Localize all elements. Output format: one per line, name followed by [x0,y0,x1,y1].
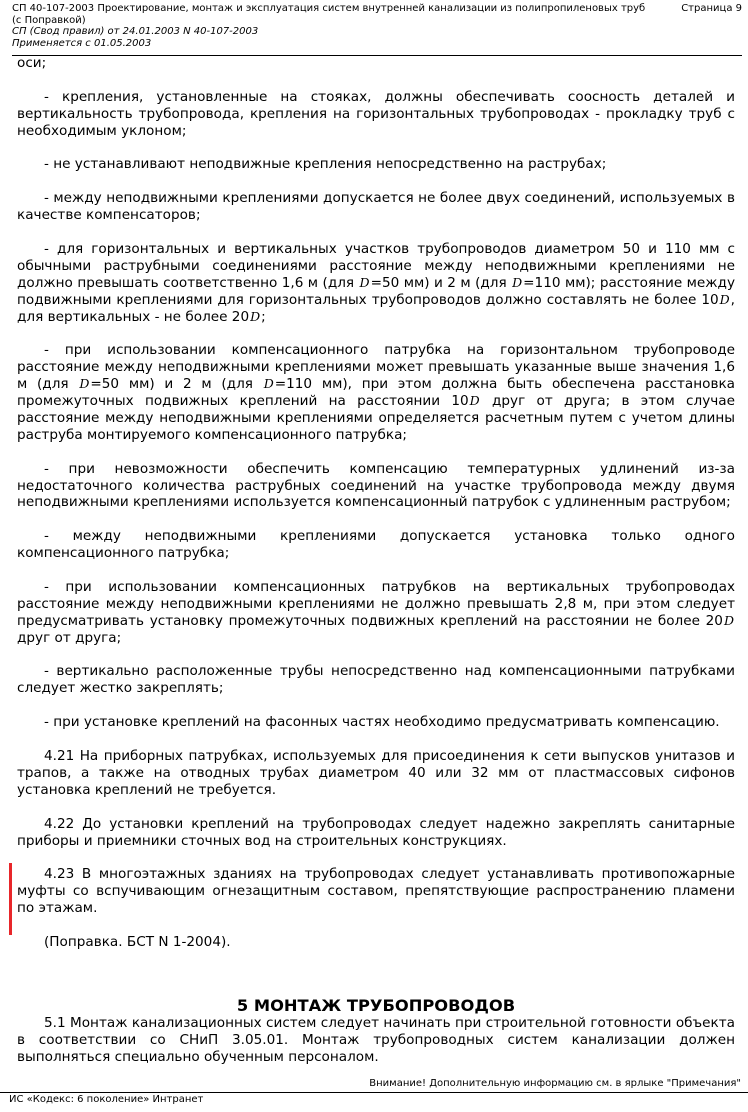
diameter-symbol: D [512,274,523,290]
section-heading: 5 МОНТАЖ ТРУБОПРОВОДОВ [236,996,516,1015]
text-fragment: ; [261,308,266,325]
text-fragment: друг от друга; [17,629,122,646]
document-valid-from: Применяется с 01.05.2003 [12,38,152,49]
document-title: СП 40-107-2003 Проектирование, монтаж и эксплуатация систем внутренней канализации из полипропиленовых труб (с Поправкой) [12,3,646,26]
diameter-symbol: D [469,393,480,409]
amendment-note: (Поправка. БСТ N 1-2004). [44,933,231,950]
paragraph: - между неподвижными креплениями допускается не более двух соединений, используемых в качестве компенсаторов; [17,190,735,224]
page-number: Страница 9 [681,3,742,14]
text-fragment: =110 мм); расстояние между подвижными креплениями для горизонтальных трубопроводов должно составлять не более 10 [17,274,735,308]
paragraph: - при установке креплений на фасонных частях необходимо предусматривать компенсацию. [44,714,720,731]
diameter-symbol: D [250,308,261,324]
text-fragment: , для вертикальных - не более 20 [17,291,735,325]
text-fragment: - при использовании компенсационных патрубков на вертикальных трубопроводах расстояние между неподвижными креплениями не должно превышать 2,8 м, при этом следует предусматривать установку промежуточных подвижных креплений на расстоянии не более 20 [17,578,735,629]
diameter-symbol: D [719,291,730,307]
text-fragment: друг от друга; в этом случае расстояние между неподвижными креплениями определяется расчетным путем с учетом длины раструба монтируемого компенсационного патрубка; [17,393,735,443]
paragraph: 5.1 Монтаж канализационных систем следует начинать при строительной готовности объекта в соответствии со СНиП 3.05.01. Монтаж трубопроводных систем канализации должен выполняться специально обученным персоналом. [17,1015,735,1065]
paragraph: - крепления, установленные на стояках, должны обеспечивать соосность деталей и вертикальность трубопровода, крепления на горизонтальных трубопроводах - прокладку труб с необходимым уклоном; [17,88,735,139]
paragraph [17,342,735,443]
paragraph: - между неподвижными креплениями допускается установка только одного компенсационного патрубка; [17,528,735,562]
text-fragment: - для горизонтальных и вертикальных участков трубопроводов диаметром 50 и 110 мм с обычными раструбными соединениями расстояние между неподвижными креплениями не должно превышать соответственно 1,6 м (для [17,240,735,291]
text-fragment: =50 мм) и 2 м (для [90,376,263,393]
footer-divider [0,1092,748,1093]
text-fragment: =50 мм) и 2 м (для [370,274,512,291]
diameter-symbol: D [359,274,370,290]
document-body [17,55,735,968]
paragraph [17,579,735,647]
page-header [12,3,742,56]
footer-source: ИС «Кодекс: 6 поколение» Интранет [9,1094,204,1105]
diameter-symbol: D [79,376,90,392]
paragraph: 4.23 В многоэтажных зданиях на трубопроводах следует устанавливать противопожарные муфты со вспучивающим огнезащитным составом, препятствующие распространению пламени по этажам. [17,866,735,917]
paragraph: 4.21 На приборных патрубках, используемых для присоединения к сети выпусков унитазов и трапов, а также на отводных трубах диаметром 40 или 32 мм от пластмассовых сифонов установка креплений не требуется. [17,747,735,798]
footer-note: Внимание! Дополнительную информацию см. в ярлыке "Примечания" [369,1078,741,1089]
paragraph [17,241,735,326]
diameter-symbol: D [723,612,734,628]
paragraph: оси; [17,55,47,71]
document-code: СП (Свод правил) от 24.01.2003 N 40-107-2003 [12,26,259,37]
text-fragment: =110 мм), при этом должна быть обеспечена расстановка промежуточных подвижных креплений на расстоянии 10 [17,376,736,410]
paragraph: 4.22 До установки креплений на трубопроводах следует надежно закреплять санитарные приборы и приемники сточных вод на строительных конструкциях. [17,815,735,849]
change-marker [9,863,12,935]
diameter-symbol: D [263,376,274,392]
paragraph: - вертикально расположенные трубы непосредственно над компенсационными патрубками следует жестко закреплять; [17,663,735,697]
text-fragment: - при использовании компенсационного патрубка на горизонтальном трубопроводе расстояние между неподвижными креплениями может превышать указанные выше значения 1,6 м (для [17,342,735,393]
paragraph: - при невозможности обеспечить компенсацию температурных удлинений из-за недостаточного количества раструбных соединений на участке трубопровода между двумя неподвижными креплениями используется компенсационный патрубок с удлиненным раструбом; [17,460,735,511]
paragraph: - не устанавливают неподвижные крепления непосредственно на раструбах; [44,156,607,173]
